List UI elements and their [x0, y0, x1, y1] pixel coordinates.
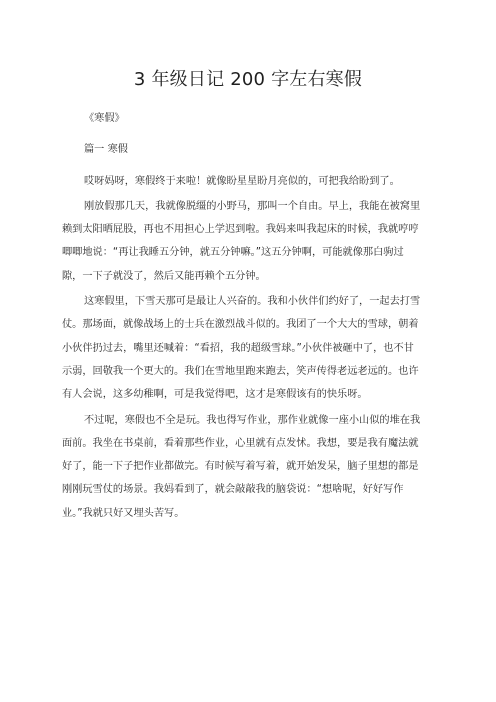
document-content — [62, 107, 422, 527]
paragraph-3: 这寒假里，下雪天那可是最让人兴奋的。我和小伙伴们约好了，一起去打雪仗。那场面，就像战场上的士兵在激烈战斗似的。我团了一个大大的雪球，朝着小伙伴扔过去，嘴里还喊着：“看招，我的超级雪球。”小伙伴被砸中了，也不甘示弱，回敬我一个更大的。我们在雪地里跑来跑去，笑声传得老远老远的。也许有人会说，这多幼稚啊，可是我觉得吧，这才是寒假该有的快乐呀。 — [62, 296, 421, 401]
paragraph-4: 不过呢，寒假也不全是玩。我也得写作业，那作业就像一座小山似的堆在我面前。我坐在书桌前，看着那些作业，心里就有点发怵。我想，要是我有魔法就好了，能一下子把作业都做完。有时候写着写着，就开始发呆，脑子里想的都是刚刚玩雪仗的场景。我妈看到了，就会敲敲我的脑袋说：“想啥呢，好好写作业。”我就只好又埋头苦写。 — [62, 414, 421, 519]
source-title: 《寒假》 — [84, 113, 125, 124]
paragraph-1: 哎呀妈呀，寒假终于来啦！就像盼星星盼月亮似的，可把我给盼到了。 — [84, 175, 400, 187]
page-title: 3 年级日记 200 字左右寒假 — [133, 69, 363, 90]
section-heading: 篇一 寒假 — [84, 144, 128, 156]
paragraph-2: 刚放假那几天，我就像脱缰的小野马，那叫一个自由。早上，我能在被窝里赖到太阳晒屁股，再也不用担心上学迟到啦。我妈来叫我起床的时候，我就哼哼唧唧地说：“再让我睡五分钟，就五分钟嘛。”这五分钟啊，可能就像那白驹过隙，一下子就没了，然后又能再赖个五分钟。 — [62, 200, 421, 282]
